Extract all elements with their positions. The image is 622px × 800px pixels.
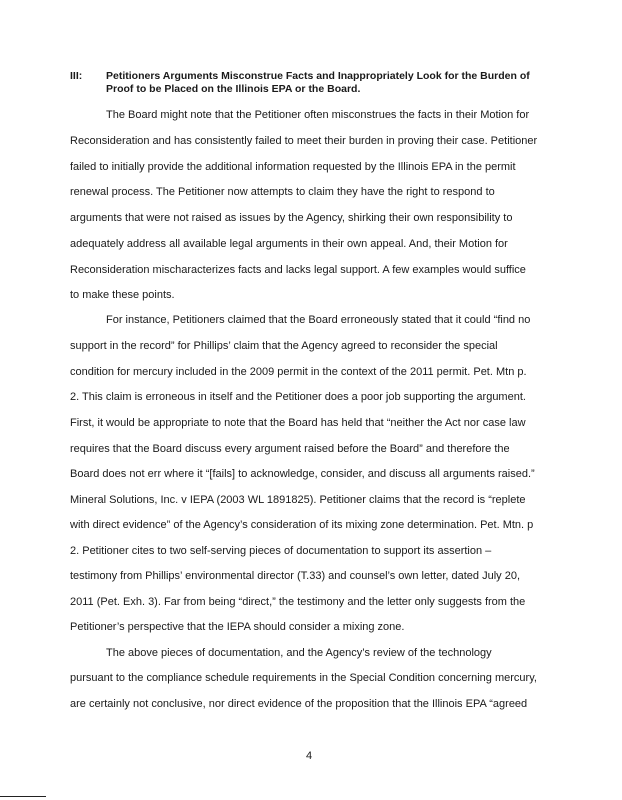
paragraph-line: The above pieces of documentation, and the Agency’s review of the technology (106, 647, 492, 659)
paragraph-line: with direct evidence” of the Agency’s consideration of its mixing zone determination. Pet. Mtn. p (70, 519, 534, 531)
paragraph-line: Board does not err where it “[fails] to acknowledge, consider, and discuss all arguments raised.” (70, 468, 535, 480)
paragraph-line: to make these points. (70, 289, 175, 301)
paragraph-line: support in the record” for Phillips’ claim that the Agency agreed to reconsider the special (70, 340, 498, 352)
paragraph-line: First, it would be appropriate to note that the Board has held that “neither the Act nor case law (70, 417, 526, 429)
paragraph-line: testimony from Phillips’ environmental director (T.33) and counsel’s own letter, dated July 20, (70, 570, 520, 582)
footnote-rule (0, 796, 46, 797)
paragraph-line: 2011 (Pet. Exh. 3). Far from being “direct,” the testimony and the letter only suggests from the (70, 596, 526, 608)
page-number: 4 (306, 750, 313, 762)
paragraph-line: renewal process. The Petitioner now attempts to claim they have the right to respond to (70, 186, 495, 198)
paragraph-line: are certainly not conclusive, nor direct evidence of the proposition that the Illinois EPA “agreed (70, 698, 528, 710)
paragraph-line: For instance, Petitioners claimed that the Board erroneously stated that it could “find no (106, 314, 531, 326)
paragraph-line: requires that the Board discuss every argument raised before the Board” and therefore the (70, 443, 510, 455)
paragraph-line: failed to initially provide the additional information requested by the Illinois EPA in the permit (70, 161, 516, 173)
section-heading (70, 70, 560, 96)
paragraph-line: condition for mercury included in the 2009 permit in the context of the 2011 permit. Pet. Mtn p. (70, 366, 527, 378)
paragraph-line: Mineral Solutions, Inc. v IEPA (2003 WL 1891825). Petitioner claims that the record is “replete (70, 494, 526, 506)
paragraph-line: Petitioner’s perspective that the IEPA should consider a mixing zone. (70, 621, 405, 633)
paragraph-line: 2. This claim is erroneous in itself and the Petitioner does a poor job supporting the argument. (70, 391, 526, 403)
section-title: Petitioners Arguments Misconstrue Facts and Inappropriately Look for the Burden of Proof to be Placed on the Illinois EPA or the Board. (106, 70, 530, 95)
paragraph-line: 2. Petitioner cites to two self-serving pieces of documentation to support its assertion – (70, 545, 492, 557)
paragraph-line: Reconsideration mischaracterizes facts and lacks legal support. A few examples would suffice (70, 264, 526, 276)
paragraph-line: Reconsideration and has consistently failed to meet their burden in proving their case. Petitioner (70, 135, 538, 147)
paragraph-line: The Board might note that the Petitioner often misconstrues the facts in their Motion for (106, 109, 530, 121)
paragraph-line: pursuant to the compliance schedule requirements in the Special Condition concerning mercury, (70, 672, 537, 684)
section-number: III: (70, 70, 83, 82)
paragraph-line: arguments that were not raised as issues by the Agency, shirking their own responsibility to (70, 212, 513, 224)
paragraph-line: adequately address all available legal arguments in their own appeal. And, their Motion for (70, 238, 508, 250)
